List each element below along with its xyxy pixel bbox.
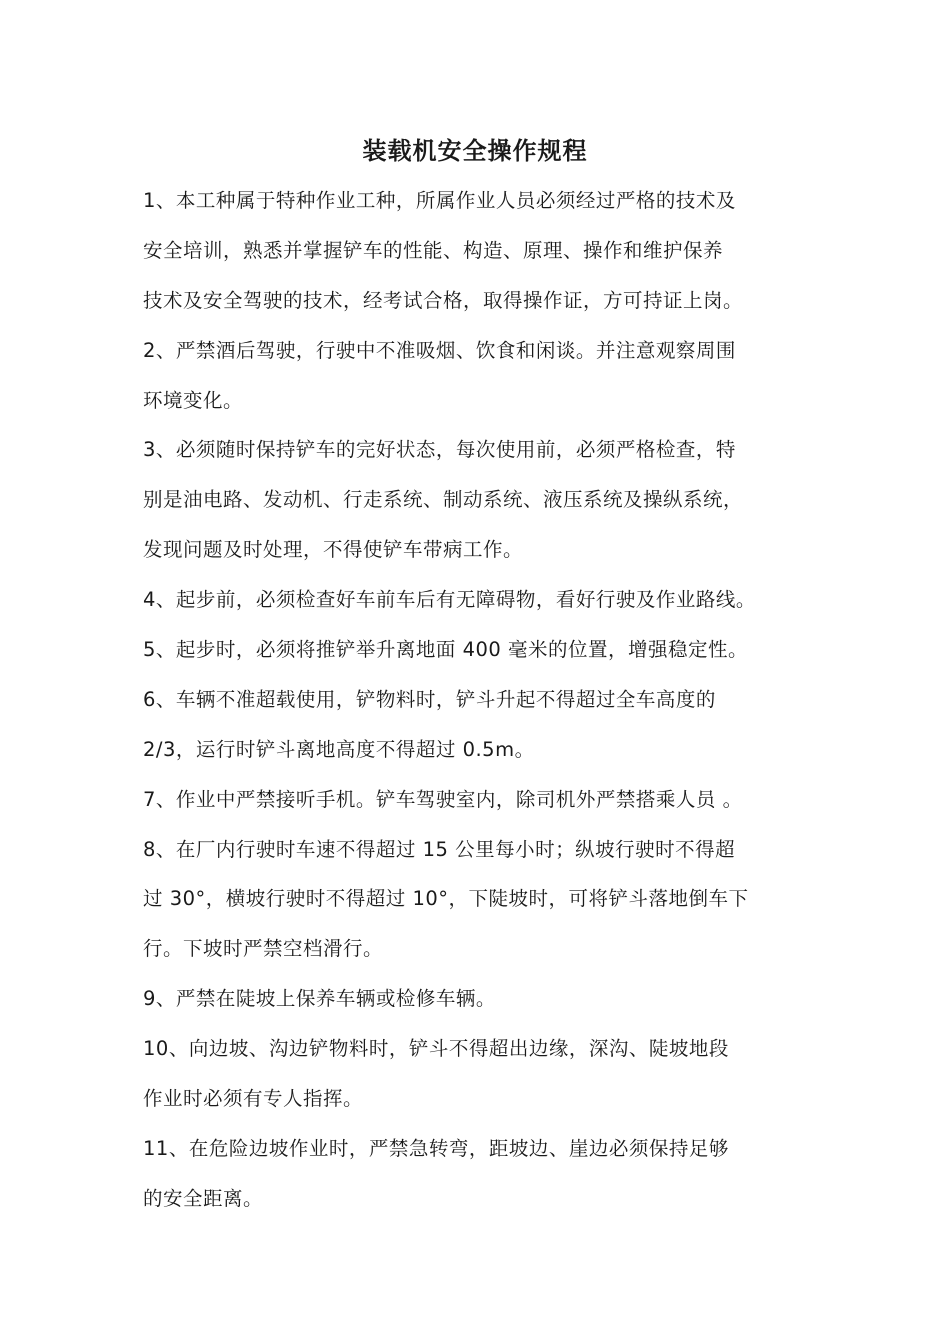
text-line: 行。下坡时严禁空档滑行。 [143,937,384,961]
text-line: 7、作业中严禁接听手机。铲车驾驶室内，除司机外严禁搭乘人员 。 [143,787,743,811]
text-line: 过 30°，横坡行驶时不得超过 10°，下陡坡时，可将铲斗落地倒车下 [143,887,749,911]
document-title: 装载机安全操作规程 [362,137,588,165]
text-line: 4、起步前，必须检查好车前车后有无障碍物，看好行驶及作业路线。 [143,588,756,612]
text-line: 1、本工种属于特种作业工种，所属作业人员必须经过严格的技术及 [143,189,736,212]
text-line: 9、严禁在陡坡上保养车辆或检修车辆。 [143,987,496,1011]
text-line: 环境变化。 [143,388,244,412]
text-line: 11、在危险边坡作业时，严禁急转弯，距坡边、崖边必须保持足够 [143,1136,729,1160]
text-line: 3、必须随时保持铲车的完好状态，每次使用前，必须严格检查，特 [143,438,736,462]
text-line: 5、起步时，必须将推铲举升离地面 400 毫米的位置，增强稳定性。 [143,638,749,662]
text-line: 6、车辆不准超载使用，铲物料时，铲斗升起不得超过全车高度的 [143,687,716,711]
text-line: 作业时必须有专人指挥。 [143,1087,364,1111]
text-line: 2、严禁酒后驾驶，行驶中不准吸烟、饮食和闲谈。并注意观察周围 [143,338,736,362]
text-line: 发现问题及时处理，不得使铲车带病工作。 [143,538,524,562]
document-body [143,176,833,1224]
text-line: 的安全距离。 [143,1186,264,1210]
text-line: 安全培训，熟悉并掌握铲车的性能、构造、原理、操作和维护保养 [143,238,724,262]
text-line: 技术及安全驾驶的技术，经考试合格，取得操作证，方可持证上岗。 [143,288,744,312]
text-line: 8、在厂内行驶时车速不得超过 15 公里每小时；纵坡行驶时不得超 [143,837,736,861]
text-line: 别是油电路、发动机、行走系统、制动系统、液压系统及操纵系统， [143,488,744,512]
text-line: 2/3，运行时铲斗离地高度不得超过 0.5m。 [143,737,535,761]
text-line: 10、向边坡、沟边铲物料时，铲斗不得超出边缘，深沟、陡坡地段 [143,1037,729,1061]
